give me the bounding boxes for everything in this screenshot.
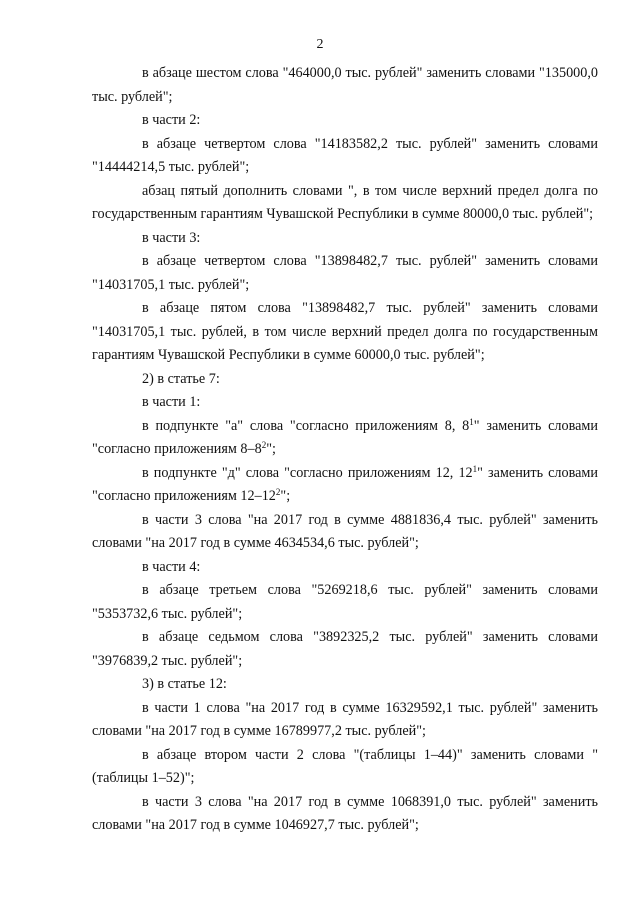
paragraph: в абзаце третьем слова "5269218,6 тыс. рублей" заменить словами "5353732,6 тыс. рублей";: [92, 582, 598, 622]
page-number: 2: [316, 37, 324, 52]
paragraph: 2) в статье 7:: [142, 370, 220, 387]
paragraph: в части 2:: [142, 112, 201, 128]
superscript: 1: [469, 416, 474, 427]
paragraph: в абзаце втором части 2 слова "(таблицы 1–44)" заменить словами "(таблицы 1–52)";: [92, 746, 598, 786]
paragraph: в абзаце четвертом слова "13898482,7 тыс. рублей" заменить словами "14031705,1 тыс. рублей";: [92, 253, 598, 293]
paragraph-text: ";: [280, 488, 291, 504]
superscript: 1: [472, 463, 478, 474]
paragraph-text: " заменить словами "согласно приложениям 12–12: [92, 464, 598, 504]
paragraph: в части 3 слова "на 2017 год в сумме 1068391,0 тыс. рублей" заменить словами "на 2017 год в сумме 1046927,7 тыс. рублей";: [92, 793, 598, 833]
superscript: 2: [275, 487, 281, 497]
paragraph-text: " заменить словами "согласно приложениям 8–8: [92, 417, 598, 457]
paragraph: в абзаце четвертом слова "14183582,2 тыс. рублей" заменить словами "14444214,5 тыс. рублей";: [92, 135, 598, 175]
paragraph: [92, 462, 598, 509]
paragraph: в части 1 слова "на 2017 год в сумме 16329592,1 тыс. рублей" заменить словами "на 2017 год в сумме 16789977,2 тыс. рублей";: [92, 699, 598, 739]
paragraph-text: ";: [266, 441, 276, 457]
paragraph-text: в подпункте "а" слова "согласно приложениям 8, 8: [142, 417, 470, 434]
paragraph: абзац пятый дополнить словами ", в том числе верхний предел долга по государственным гарантиям Чувашской Республики в сумме 80000,0 тыс. рублей";: [92, 182, 598, 222]
paragraph: в части 3 слова "на 2017 год в сумме 4881836,4 тыс. рублей" заменить словами "на 2017 год в сумме 4634534,6 тыс. рублей";: [92, 511, 598, 551]
paragraph: [92, 415, 598, 462]
paragraph: 3) в статье 12:: [142, 676, 227, 692]
paragraph: в части 1:: [142, 394, 201, 410]
document-body: [92, 62, 598, 838]
paragraph: в абзаце седьмом слова "3892325,2 тыс. рублей" заменить словами "3976839,2 тыс. рублей";: [92, 629, 598, 669]
paragraph-text: в подпункте "д" слова "согласно приложениям 12, 12: [142, 464, 473, 481]
paragraph: в части 3:: [142, 229, 201, 246]
superscript: 2: [261, 440, 267, 450]
paragraph: в абзаце пятом слова "13898482,7 тыс. рублей" заменить словами "14031705,1 тыс. рублей, в том числе верхний предел долга по государственным гарантиям Чувашской Республики в сумме 60000,0 тыс. рублей";: [92, 300, 598, 363]
paragraph: в абзаце шестом слова "464000,0 тыс. рублей" заменить словами "135000,0 тыс. рублей";: [92, 65, 598, 105]
paragraph: в части 4:: [142, 558, 201, 575]
